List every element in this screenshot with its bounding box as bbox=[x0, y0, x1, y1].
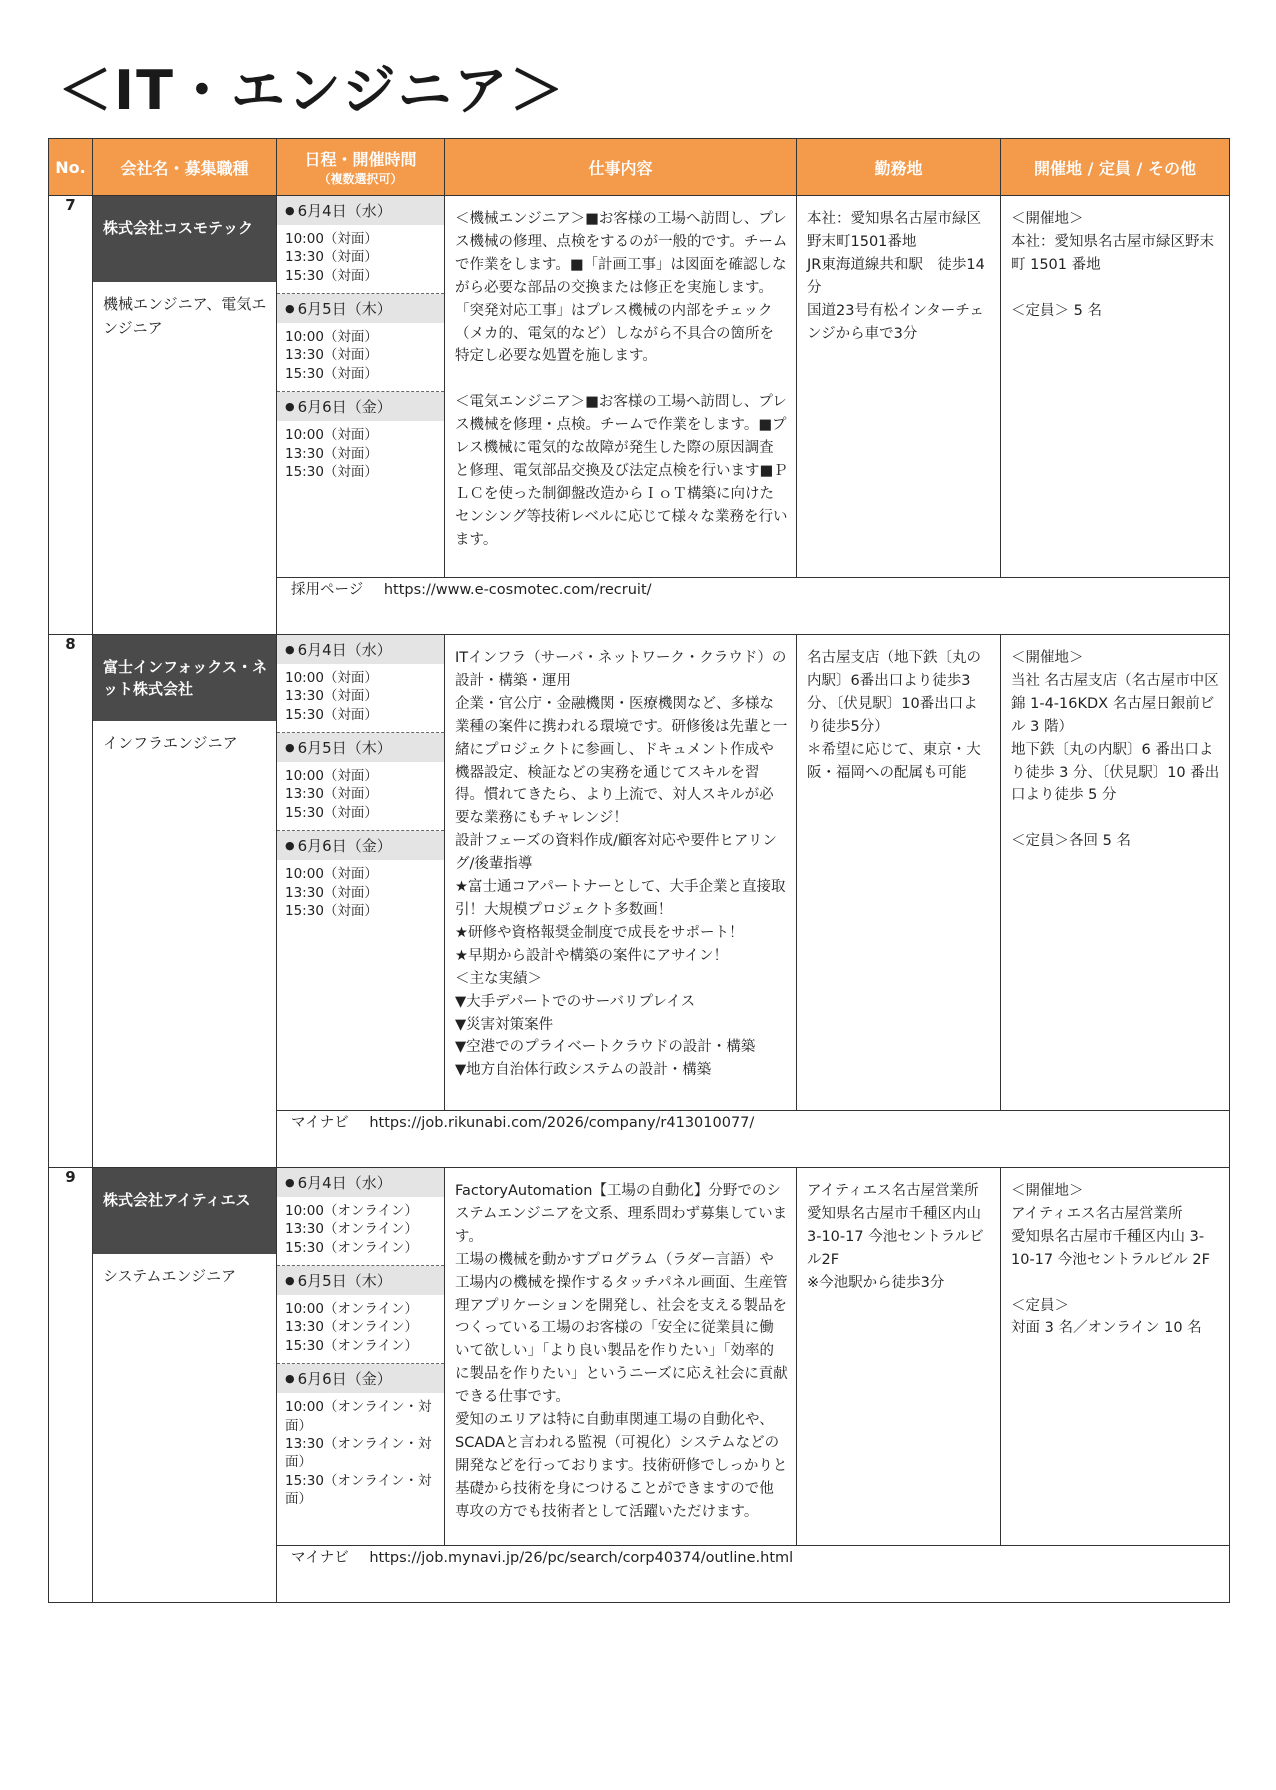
company-cell bbox=[93, 635, 277, 1168]
time-slot: 13:30（対面） bbox=[285, 249, 378, 266]
date-group bbox=[277, 635, 444, 733]
time-slot: 15:30（対面） bbox=[285, 463, 378, 480]
work-description: FactoryAutomation【工場の自動化】分野でのシステムエンジニアを文系、理系問わず募集しています。 工場の機械を動かすプログラム（ラダー言語）や工場内の機械を操作するタッチパネル画面、生産管理アプリケーションを開発し、社会を支える製品をつくっている工場のお客様の「安全に従業員に働いて欲しい」「より良い製品を作りたい」「効率的に製品を作りたい」というニーズに応え社会に貢献できる仕事です。 愛知のエリアは特に自動車関連工場の自動化や、SCADAと言われる監視（可視化）システムなどの開発などを行っております。技術研修でしっかりと基礎から技術を身につけることができますので他専攻の方でも技術者として活躍いただけます。 bbox=[455, 1183, 788, 1520]
time-slot: 10:00（オンライン） bbox=[285, 1301, 418, 1318]
date-group bbox=[277, 831, 444, 928]
schedule-cell bbox=[277, 1168, 445, 1546]
time-slot: 13:30（対面） bbox=[285, 786, 378, 803]
link-label: マイナビ bbox=[291, 1550, 349, 1566]
table-row bbox=[49, 635, 1230, 1111]
venue-info: ＜開催地＞ アイティエス名古屋営業所 愛知県名古屋市千種区内山 3-10-17 今池セントラルビル 2F ＜定員＞ 対面 3 名／オンライン 10 名 bbox=[1011, 1183, 1210, 1337]
work-cell bbox=[445, 635, 797, 1111]
time-slot: 10:00（オンライン・対面） bbox=[285, 1399, 432, 1434]
date-label: ● 6月4日（水） bbox=[277, 635, 444, 664]
date-group bbox=[277, 1364, 444, 1516]
time-slot: 13:30（対面） bbox=[285, 688, 378, 705]
date-label: ● 6月6日（金） bbox=[277, 831, 444, 860]
time-slot: 10:00（対面） bbox=[285, 670, 378, 686]
row-number: 9 bbox=[49, 1168, 93, 1603]
work-location: 本社：愛知県名古屋市緑区野末町1501番地 JR東海道線共和駅 徒歩14分 国道23号有松インターチェンジから車で3分 bbox=[807, 211, 985, 342]
schedule-cell bbox=[277, 196, 445, 578]
date-group bbox=[277, 1266, 444, 1364]
time-slot: 15:30（オンライン） bbox=[285, 1239, 418, 1256]
date-label: ● 6月4日（水） bbox=[277, 1168, 444, 1197]
time-slot: 10:00（オンライン） bbox=[285, 1203, 418, 1219]
header-no: No. bbox=[49, 139, 93, 196]
time-slot: 15:30（対面） bbox=[285, 804, 378, 821]
job-table bbox=[48, 138, 1230, 1603]
link-label: 採用ページ bbox=[291, 582, 364, 598]
position-name: システムエンジニア bbox=[103, 1267, 237, 1285]
date-label: ● 6月4日（水） bbox=[277, 196, 444, 225]
time-slot: 10:00（対面） bbox=[285, 329, 378, 346]
time-slot: 15:30（オンライン・対面） bbox=[285, 1472, 432, 1507]
table-header-row bbox=[49, 139, 1230, 196]
location-cell bbox=[797, 196, 1001, 578]
recruit-link[interactable]: https://job.rikunabi.com/2026/company/r413010077/ bbox=[369, 1115, 755, 1131]
company-name: 富士インフォックス・ネット株式会社 bbox=[93, 635, 276, 721]
link-cell bbox=[277, 578, 1230, 635]
header-schedule-sub: （複数選択可） bbox=[318, 172, 403, 186]
row-number: 8 bbox=[49, 635, 93, 1168]
time-slot: 13:30（対面） bbox=[285, 445, 378, 462]
date-group bbox=[277, 733, 444, 831]
work-cell bbox=[445, 196, 797, 578]
header-venue: 開催地 / 定員 / その他 bbox=[1001, 139, 1230, 196]
time-slot: 10:00（対面） bbox=[285, 866, 378, 883]
date-group bbox=[277, 196, 444, 294]
time-slot: 15:30（対面） bbox=[285, 365, 378, 382]
time-slot: 13:30（対面） bbox=[285, 884, 378, 901]
work-cell bbox=[445, 1168, 797, 1546]
time-slot: 13:30（対面） bbox=[285, 347, 378, 364]
work-description: ＜機械エンジニア＞■お客様の工場へ訪問し、プレス機械の修理、点検をするのが一般的です。チームで作業をします。■「計画工事」は図面を確認しながら必要な部品の交換または修正を実施します。「突発対応工事」はプレス機械の内部をチェック（メカ的、電気的など）しながら不具合の箇所を特定し必要な処置を施します。 ＜電気エンジニア＞■お客様の工場へ訪問し、プレス機械を修理・点検。チームで作業をします。■プレス機械に電気的な故障が発生した際の原因調査と修理、電気部品交換及び法定点検を行います■ＰＬＣを使った制御盤改造からＩｏＴ構築に向けたセンシング等技術レベルに応じて様々な業務を行います。 bbox=[455, 211, 788, 548]
date-group bbox=[277, 294, 444, 392]
page-title: ＜IT・エンジニア＞ bbox=[58, 59, 566, 122]
time-slot: 15:30（対面） bbox=[285, 706, 378, 723]
header-location: 勤務地 bbox=[797, 139, 1001, 196]
table-row bbox=[49, 196, 1230, 578]
company-cell bbox=[93, 196, 277, 635]
header-schedule bbox=[277, 139, 445, 196]
time-slot: 15:30（対面） bbox=[285, 267, 378, 284]
table-row bbox=[49, 1168, 1230, 1546]
position-name: 機械エンジニア、電気エンジニア bbox=[103, 295, 267, 337]
link-cell bbox=[277, 1111, 1230, 1168]
work-location: アイティエス名古屋営業所 愛知県名古屋市千種区内山3-10-17 今池セントラルビル2F ※今池駅から徒歩3分 bbox=[807, 1183, 984, 1291]
time-slot: 10:00（対面） bbox=[285, 231, 378, 247]
venue-info: ＜開催地＞ 本社：愛知県名古屋市緑区野末町 1501 番地 ＜定員＞ 5 名 bbox=[1011, 211, 1214, 319]
recruit-link[interactable]: https://www.e-cosmotec.com/recruit/ bbox=[383, 582, 652, 598]
venue-cell bbox=[1001, 635, 1230, 1111]
time-slot: 13:30（オンライン・対面） bbox=[285, 1435, 432, 1471]
position-name: インフラエンジニア bbox=[103, 734, 238, 752]
time-slot: 15:30（オンライン） bbox=[285, 1337, 418, 1354]
work-description: ITインフラ（サーバ・ネットワーク・クラウド）の設計・構築・運用 企業・官公庁・金融機関・医療機関など、多様な業種の案件に携われる環境です。研修後は先輩と一緒にプロジェクトに参画し、ドキュメント作成や機器設定、検証などの実務を通じてスキルを習得。慣れてきたら、より上流で、対人スキルが必要な業務にもチャレンジ！ 設計フェーズの資料作成/顧客対応や要件ヒアリング/後輩指導 ★富士通コアパートナーとして、大手企業と直接取引！大規模プロジェクト多数画！ ★研修や資格報奨金制度で成長をサポート！ ★早期から設計や構築の案件にアサイン！ ＜主な実績＞ ▼大手デパートでのサーバリプレイス ▼災害対策案件 ▼空港でのプライベートクラウドの設計・構築 ▼地方自治体行政システムの設計・構築 bbox=[455, 650, 788, 1079]
company-cell bbox=[93, 1168, 277, 1603]
date-group bbox=[277, 392, 444, 489]
work-location: 名古屋支店（地下鉄〔丸の内駅〕6番出口より徒歩3分、〔伏見駅〕10番出口より徒歩5分） ＊希望に応じて、東京・大阪・福岡への配属も可能 bbox=[807, 650, 981, 781]
date-label: ● 6月6日（金） bbox=[277, 1364, 444, 1393]
company-name: 株式会社アイティエス bbox=[93, 1168, 276, 1254]
recruit-link[interactable]: https://job.mynavi.jp/26/pc/search/corp40374/outline.html bbox=[369, 1550, 794, 1566]
header-work: 仕事内容 bbox=[445, 139, 797, 196]
location-cell bbox=[797, 1168, 1001, 1546]
link-label: マイナビ bbox=[291, 1115, 349, 1131]
company-name: 株式会社コスモテック bbox=[93, 196, 276, 282]
date-label: ● 6月5日（木） bbox=[277, 294, 444, 323]
date-group bbox=[277, 1168, 444, 1266]
header-schedule-label: 日程・開催時間 bbox=[304, 150, 417, 169]
location-cell bbox=[797, 635, 1001, 1111]
venue-cell bbox=[1001, 196, 1230, 578]
header-company: 会社名・募集職種 bbox=[93, 139, 277, 196]
venue-cell bbox=[1001, 1168, 1230, 1546]
link-cell bbox=[277, 1546, 1230, 1603]
row-number: 7 bbox=[49, 196, 93, 635]
date-label: ● 6月5日（木） bbox=[277, 733, 444, 762]
schedule-cell bbox=[277, 635, 445, 1111]
venue-info: ＜開催地＞ 当社 名古屋支店（名古屋市中区錦 1-4-16KDX 名古屋日銀前ビル 3 階） 地下鉄〔丸の内駅〕6 番出口より徒歩 3 分、〔伏見駅〕10 番出口より徒歩 5 分 ＜定員＞各回 5 名 bbox=[1011, 650, 1220, 850]
date-label: ● 6月5日（木） bbox=[277, 1266, 444, 1295]
time-slot: 13:30（オンライン） bbox=[285, 1319, 418, 1336]
time-slot: 10:00（対面） bbox=[285, 427, 378, 444]
time-slot: 15:30（対面） bbox=[285, 902, 378, 919]
time-slot: 13:30（オンライン） bbox=[285, 1221, 418, 1238]
time-slot: 10:00（対面） bbox=[285, 768, 378, 785]
date-label: ● 6月6日（金） bbox=[277, 392, 444, 421]
